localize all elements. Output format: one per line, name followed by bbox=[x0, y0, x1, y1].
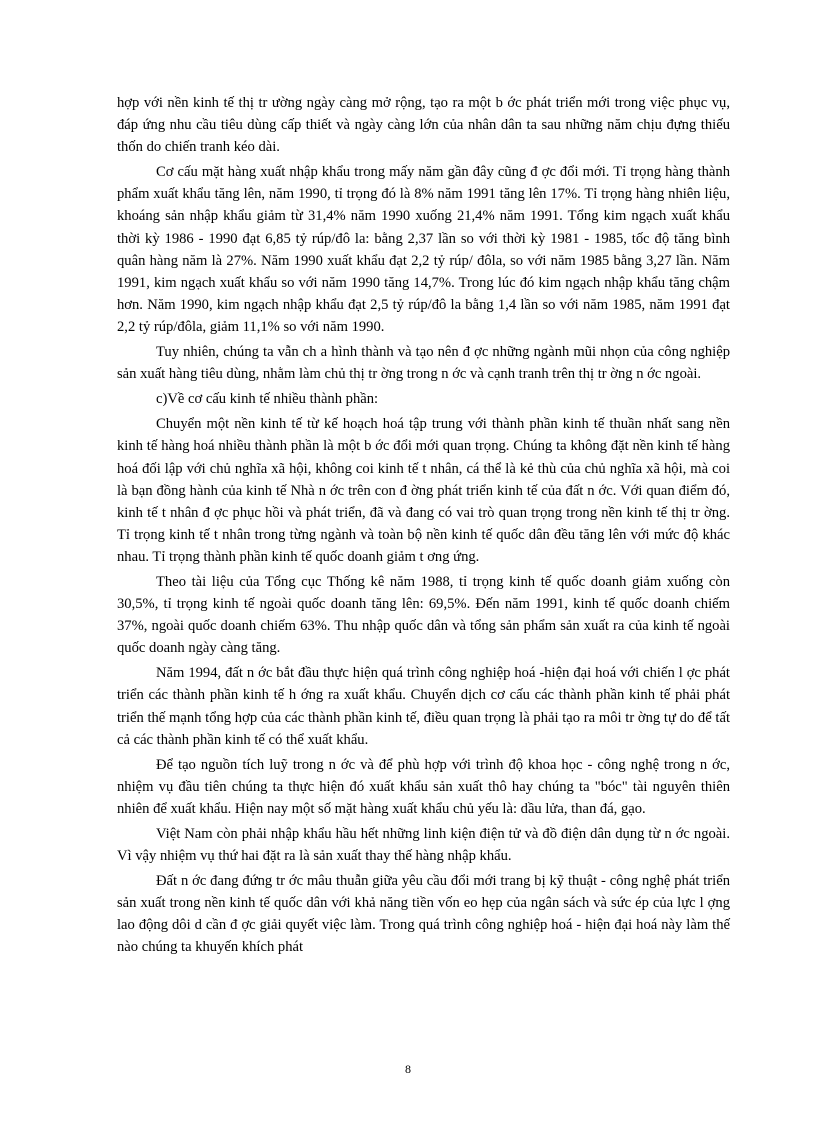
paragraph-7: Năm 1994, đất n ớc bắt đầu thực hiện quá trình công nghiệp hoá -hiện đại hoá với chiến l ợc phát triển các thành phần kinh tế h ớng ra xuất khẩu. Chuyển dịch cơ cấu các thành phần kinh tế phải phát triển thế mạnh tổng hợp của các thành phần kinh tế, điều quan trọng là phải tạo ra môi tr ờng tự do để tất cả các thành phần kinh tế có thể xuất khẩu. bbox=[117, 665, 730, 748]
paragraph-3: Tuy nhiên, chúng ta vẫn ch a hình thành và tạo nên đ ợc những ngành mũi nhọn của công nghiệp sản xuất hàng tiêu dùng, nhằm làm chủ thị tr ờng trong n ớc và cạnh tranh trên thị tr ờng n ớc ngoài. bbox=[117, 344, 730, 383]
paragraph-8: Để tạo nguồn tích luỹ trong n ớc và để phù hợp với trình độ khoa học - công nghệ trong n ớc, nhiệm vụ đầu tiên chúng ta thực hiện đó xuất khẩu sản xuất thô hay chúng ta "bóc" tài nguyên thiên nhiên để xuất khẩu. Hiện nay một số mặt hàng xuất khẩu chủ yếu là: dầu lửa, than đá, gạo. bbox=[117, 756, 730, 817]
paragraph-2: Cơ cấu mặt hàng xuất nhập khẩu trong mấy năm gần đây cũng đ ợc đổi mới. Tỉ trọng hàng thành phẩm xuất khẩu tăng lên, năm 1990, tỉ trọng đó là 8% năm 1991 tăng lên 17%. Tỉ trọng hàng nhiên liệu, khoáng sản nhập khẩu giảm từ 31,4% năm 1990 xuống 21,4% năm 1991. Tổng kim ngạch xuất khẩu thời kỳ 1986 - 1990 đạt 6,85 tỷ rúp/đô la: bằng 2,37 lần so với thời kỳ 1981 - 1985, tốc độ tăng bình quân hàng năm là 27%. Năm 1990 xuất khẩu đạt 2,2 tỷ rúp/ đôla, so với năm 1985 bằng 3,27 lần. Năm 1991, kim ngạch xuất khẩu so với năm 1990 tăng 14,7%. Trong lúc đó kim ngạch nhập khẩu tăng chậm hơn. Năm 1990, kim ngạch nhập khẩu đạt 2,5 tỷ rúp/đô la bằng 1,4 lần so với năm 1985, năm 1991 đạt 2,2 tỷ rúp/đôla, giảm 11,1% so với năm 1990. bbox=[117, 164, 730, 335]
document-body bbox=[117, 92, 730, 962]
page-number: 8 bbox=[405, 1062, 411, 1076]
paragraph-5: Chuyển một nền kinh tế từ kế hoạch hoá tập trung với thành phần kinh tế thuần nhất sang nền kinh tế hàng hoá nhiều thành phần là một b ớc đổi mới quan trọng. Chúng ta không đặt nền kinh tế hàng hoá đối lập với chủ nghĩa xã hội, không coi kinh tế t nhân, cá thể là kẻ thù của chủ nghĩa xã hội, mà coi là bạn đồng hành của kinh tế Nhà n ớc trên con đ ờng phát triển kinh tế của đất n ớc. Với quan điểm đó, kinh tế t nhân đ ợc phục hồi và phát triển, đã và đang có vai trò quan trọng trong nền kinh tế thị tr ờng. Tỉ trọng kinh tế t nhân trong từng ngành và toàn bộ nền kinh tế quốc dân đều tăng lên với mức độ khác nhau. Tỉ trọng thành phần kinh tế quốc doanh giảm t ơng ứng. bbox=[117, 416, 730, 565]
paragraph-6: Theo tài liệu của Tổng cục Thống kê năm 1988, tỉ trọng kinh tế quốc doanh giảm xuống còn 30,5%, tỉ trọng kinh tế ngoài quốc doanh tăng lên: 69,5%. Đến năm 1991, kinh tế quốc doanh chiếm 37%, ngoài quốc doanh chiếm 63%. Thu nhập quốc dân và tổng sản phẩm sản xuất ra của kinh tế ngoài quốc doanh ngày càng tăng. bbox=[117, 573, 730, 657]
paragraph-9: Việt Nam còn phải nhập khẩu hầu hết những linh kiện điện tử và đồ điện dân dụng từ n ớc ngoài. Vì vậy nhiệm vụ thứ hai đặt ra là sản xuất thay thế hàng nhập khẩu. bbox=[117, 826, 730, 865]
paragraph-10: Đất n ớc đang đứng tr ớc mâu thuẫn giữa yêu cầu đổi mới trang bị kỹ thuật - công nghệ phát triển sản xuất trong nền kinh tế quốc dân với khả năng tiền vốn eo hẹp của ngân sách và sức ép của lực l ợng lao động dôi d cần đ ợc giải quyết việc làm. Trong quá trình công nghiệp hoá - hiện đại hoá này làm thế nào chúng ta khuyến khích phát bbox=[117, 873, 730, 956]
section-heading: c)Về cơ cấu kinh tế nhiều thành phần: bbox=[156, 391, 379, 408]
paragraph-1: hợp với nền kinh tế thị tr ường ngày càng mở rộng, tạo ra một b ớc phát triển mới trong việc phục vụ, đáp ứng nhu cầu tiêu dùng cấp thiết và ngày càng lớn của nhân dân ta sau những năm chịu đựng thiếu thốn do chiến tranh kéo dài. bbox=[117, 95, 730, 156]
